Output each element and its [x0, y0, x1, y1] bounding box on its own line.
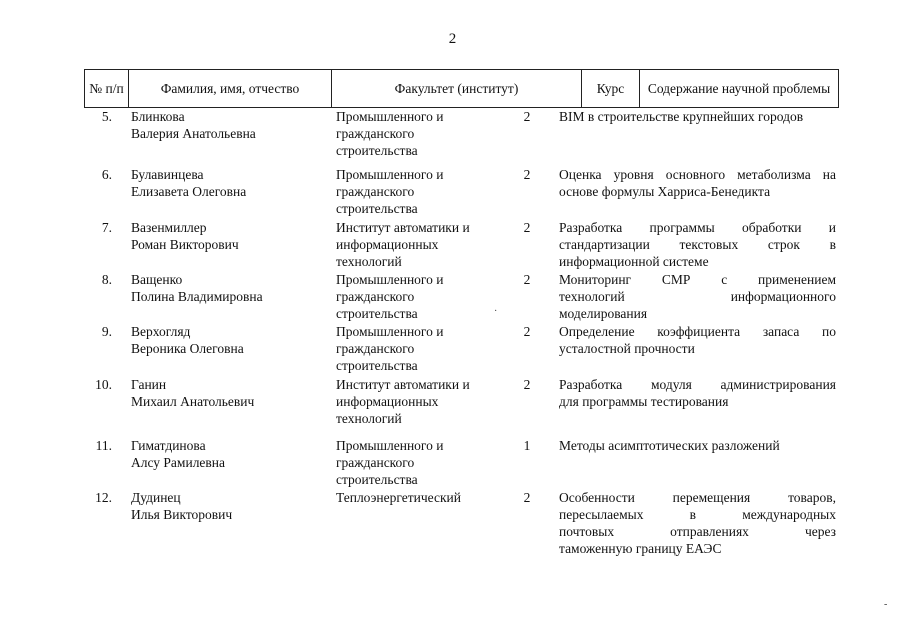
student-name-line: Верхогляд	[131, 324, 191, 339]
course: 2	[523, 377, 531, 392]
row-number: 9.	[101, 324, 112, 339]
faculty-line: Институт автоматики и	[336, 220, 470, 235]
row-number: 5.	[101, 109, 112, 124]
course: 2	[523, 220, 531, 235]
faculty-line: Теплоэнергетический	[336, 490, 461, 505]
research-topic	[559, 271, 836, 322]
faculty-line: Институт автоматики и	[336, 377, 470, 392]
course: 2	[523, 272, 531, 287]
faculty-line: гражданского	[336, 455, 415, 470]
row-number: 10.	[95, 377, 112, 392]
faculty-line: Промышленного и	[336, 109, 444, 124]
student-name-line: Михаил Анатольевич	[131, 394, 255, 409]
research-topic	[559, 166, 836, 200]
faculty	[336, 376, 470, 427]
student-name	[131, 108, 256, 142]
student-name-line: Елизавета Олеговна	[131, 184, 247, 199]
faculty-line: строительства	[336, 143, 418, 158]
header-course: Курс	[581, 70, 639, 107]
faculty-line: Промышленного и	[336, 438, 444, 453]
research-topic-line: таможенную границу ЕАЭС	[559, 541, 722, 556]
faculty-line: строительства	[336, 472, 418, 487]
research-topic	[559, 376, 836, 410]
faculty-line: гражданского	[336, 289, 415, 304]
course: 1	[523, 438, 531, 453]
faculty-line: технологий	[336, 254, 402, 269]
student-name-line: Роман Викторович	[131, 237, 239, 252]
student-name	[131, 271, 263, 305]
student-name-line: Илья Викторович	[131, 507, 233, 522]
student-name-line: Вероника Олеговна	[131, 341, 244, 356]
faculty-line: Промышленного и	[336, 272, 444, 287]
faculty	[336, 108, 443, 159]
faculty	[336, 219, 470, 270]
student-name	[131, 166, 246, 200]
faculty-line: гражданского	[336, 126, 415, 141]
research-topic	[559, 323, 836, 357]
research-topic-line: Разработка программы обработки и	[559, 220, 836, 235]
table-header	[84, 69, 839, 108]
course: 2	[523, 490, 531, 505]
row-number: 12.	[95, 490, 112, 505]
faculty-line: технологий	[336, 411, 402, 426]
student-name	[131, 323, 244, 357]
header-faculty: Факультет (институт)	[331, 70, 581, 107]
research-topic-line: Разработка модуля администрирования	[559, 377, 836, 392]
student-name	[131, 219, 239, 253]
research-topic-line: пересылаемых в международных	[559, 507, 836, 522]
header-topic: Содержание научной проблемы	[639, 70, 839, 107]
faculty-line: строительства	[336, 358, 418, 373]
research-topic-line: технологий информационного	[559, 289, 836, 304]
faculty	[336, 271, 443, 322]
student-name-line: Валерия Анатольевна	[131, 126, 256, 141]
research-topic-line: Оценка уровня основного метаболизма на	[559, 167, 836, 182]
research-topic-line: BIM в строительстве крупнейших городов	[559, 109, 804, 124]
student-name-line: Ганин	[131, 377, 167, 392]
research-topic-line: Методы асимптотических разложений	[559, 438, 780, 453]
row-number: 11.	[95, 438, 112, 453]
faculty-line: Промышленного и	[336, 167, 444, 182]
research-topic-line: информационной системе	[559, 254, 709, 269]
research-topic-line: стандартизации текстовых строк в	[559, 237, 836, 252]
research-topic-line: усталостной прочности	[559, 341, 695, 356]
faculty	[336, 437, 443, 488]
scan-speck: ·	[494, 306, 498, 317]
research-topic	[559, 219, 836, 270]
faculty	[336, 323, 443, 374]
student-name-line: Полина Владимировна	[131, 289, 263, 304]
course: 2	[523, 324, 531, 339]
page-number: 2	[448, 31, 457, 47]
research-topic	[559, 108, 836, 125]
student-name-line: Алсу Рамилевна	[131, 455, 226, 470]
faculty-line: строительства	[336, 201, 418, 216]
course: 2	[523, 109, 531, 124]
research-topic-line: основе формулы Харриса-Бенедикта	[559, 184, 771, 199]
faculty-line: Промышленного и	[336, 324, 444, 339]
faculty-line: строительства	[336, 306, 418, 321]
research-topic	[559, 489, 836, 557]
faculty-line: информационных	[336, 394, 439, 409]
research-topic-line: для программы тестирования	[559, 394, 729, 409]
research-topic-line: Определение коэффициента запаса по	[559, 324, 836, 339]
row-number: 6.	[101, 167, 112, 182]
student-name-line: Блинкова	[131, 109, 185, 124]
faculty	[336, 489, 461, 506]
student-name	[131, 489, 232, 523]
research-topic-line: Особенности перемещения товаров,	[559, 490, 836, 505]
research-topic	[559, 437, 836, 454]
student-name-line: Дудинец	[131, 490, 181, 505]
header-name: Фамилия, имя, отчество	[128, 70, 331, 107]
student-name	[131, 376, 254, 410]
faculty-line: информационных	[336, 237, 439, 252]
student-name-line: Вазенмиллер	[131, 220, 207, 235]
header-num: № п/п	[84, 70, 128, 107]
course: 2	[523, 167, 531, 182]
scan-speck: -	[884, 599, 888, 610]
faculty-line: гражданского	[336, 341, 415, 356]
student-name-line: Ващенко	[131, 272, 183, 287]
research-topic-line: моделирования	[559, 306, 648, 321]
row-number: 8.	[101, 272, 112, 287]
row-number: 7.	[101, 220, 112, 235]
faculty-line: гражданского	[336, 184, 415, 199]
research-topic-line: Мониторинг СМР с применением	[559, 272, 836, 287]
student-name-line: Булавинцева	[131, 167, 204, 182]
faculty	[336, 166, 443, 217]
student-name-line: Гиматдинова	[131, 438, 206, 453]
student-name	[131, 437, 225, 471]
research-topic-line: почтовых отправлениях через	[559, 524, 836, 539]
